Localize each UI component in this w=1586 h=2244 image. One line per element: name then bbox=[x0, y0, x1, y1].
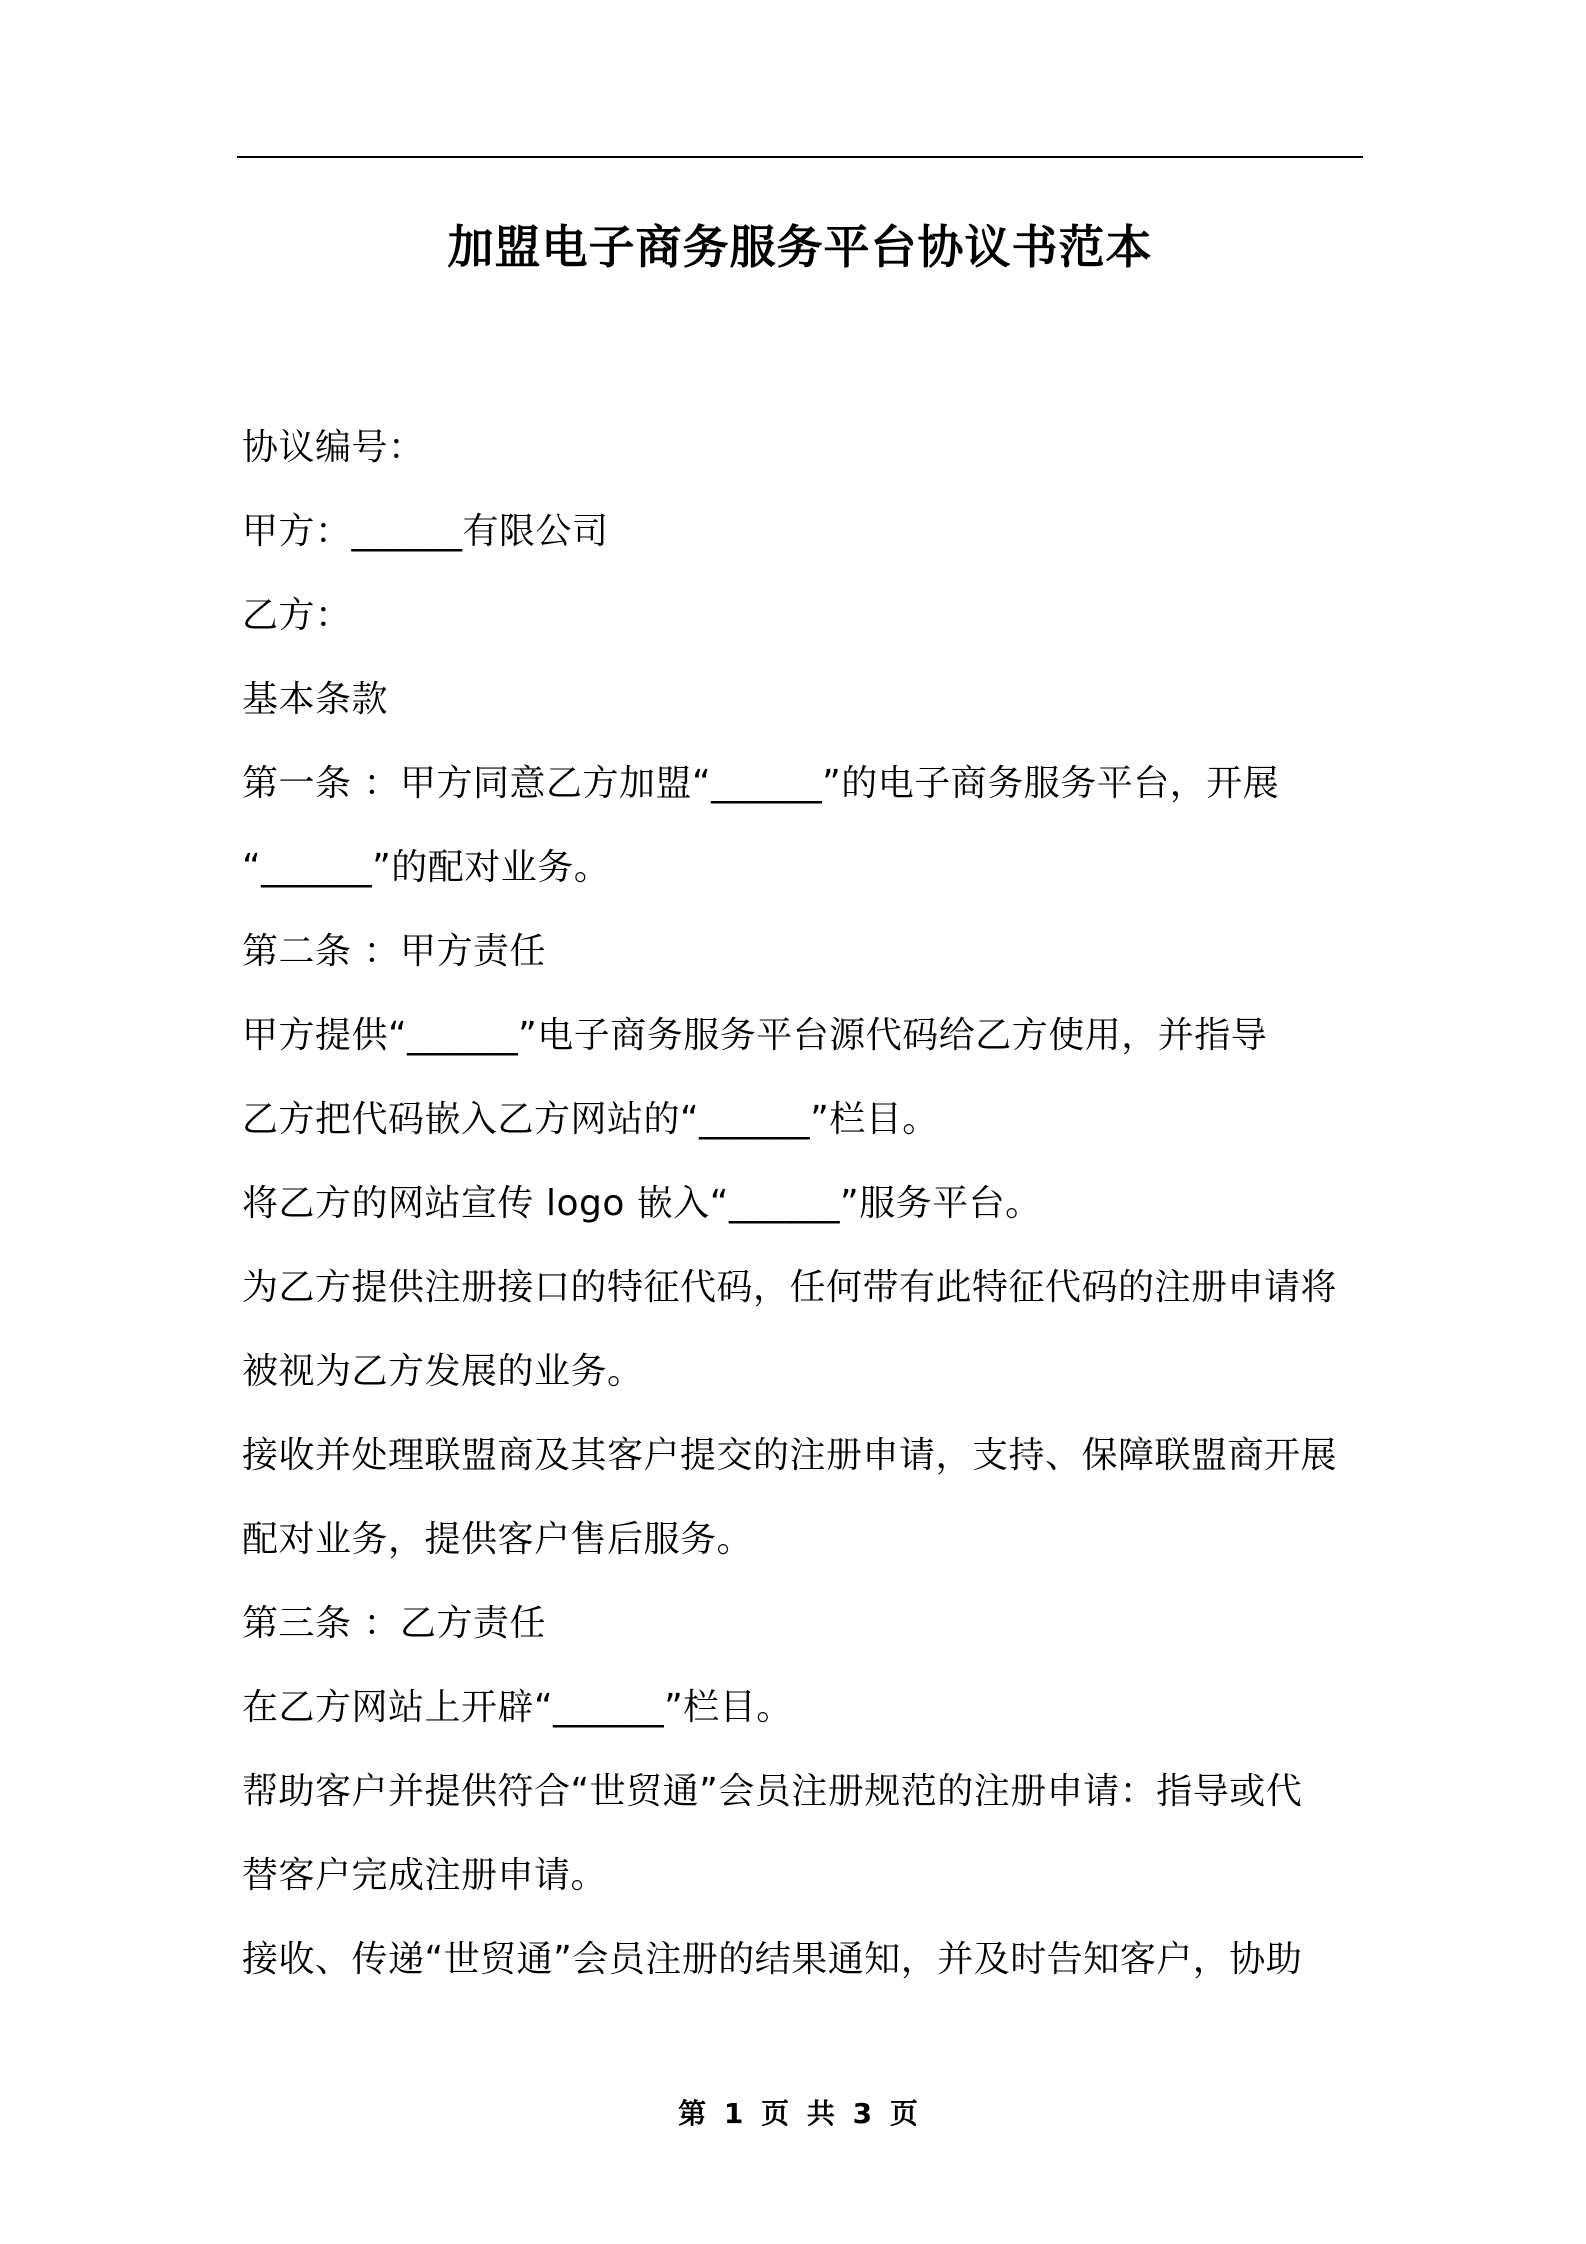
party-a-line: 甲方：______有限公司 bbox=[242, 511, 609, 552]
article-3-heading: 第三条 ：乙方责任 bbox=[242, 1603, 546, 1644]
article-3-item-2-line-2: 替客户完成注册申请。 bbox=[242, 1855, 608, 1896]
article-2-heading: 第二条 ：甲方责任 bbox=[242, 931, 546, 972]
article-2-item-2: 将乙方的网站宣传 logo 嵌入“______”服务平台。 bbox=[242, 1183, 1042, 1224]
article-1-line-1: 第一条 ：甲方同意乙方加盟“______”的电子商务服务平台，开展 bbox=[242, 763, 1280, 804]
party-b-line: 乙方： bbox=[242, 595, 352, 636]
article-2-item-3-line-2: 被视为乙方发展的业务。 bbox=[242, 1351, 644, 1392]
section-heading-basic-terms: 基本条款 bbox=[242, 679, 389, 720]
agreement-number-line: 协议编号： bbox=[242, 427, 425, 468]
article-2-item-3-line-1: 为乙方提供注册接口的特征代码，任何带有此特征代码的注册申请将 bbox=[242, 1267, 1338, 1308]
document-title: 加盟电子商务服务平台协议书范本 bbox=[447, 220, 1153, 274]
article-1-line-2: “______”的配对业务。 bbox=[242, 847, 611, 888]
article-2-item-1-line-1: 甲方提供“______”电子商务服务平台源代码给乙方使用，并指导 bbox=[242, 1015, 1268, 1056]
article-3-item-3-line-1: 接收、传递“世贸通”会员注册的结果通知，并及时告知客户，协助 bbox=[242, 1939, 1303, 1980]
header-rule bbox=[237, 156, 1363, 158]
article-3-item-2-line-1: 帮助客户并提供符合“世贸通”会员注册规范的注册申请：指导或代 bbox=[242, 1771, 1303, 1812]
document-body bbox=[242, 406, 1364, 2002]
article-2-item-4-line-1: 接收并处理联盟商及其客户提交的注册申请，支持、保障联盟商开展 bbox=[242, 1435, 1338, 1476]
article-3-item-1: 在乙方网站上开辟“______”栏目。 bbox=[242, 1687, 793, 1728]
article-2-item-4-line-2: 配对业务，提供客户售后服务。 bbox=[242, 1519, 754, 1560]
page-number-footer: 第 1 页 共 3 页 bbox=[678, 2097, 922, 2130]
article-2-item-1-line-2: 乙方把代码嵌入乙方网站的“______”栏目。 bbox=[242, 1099, 939, 1140]
